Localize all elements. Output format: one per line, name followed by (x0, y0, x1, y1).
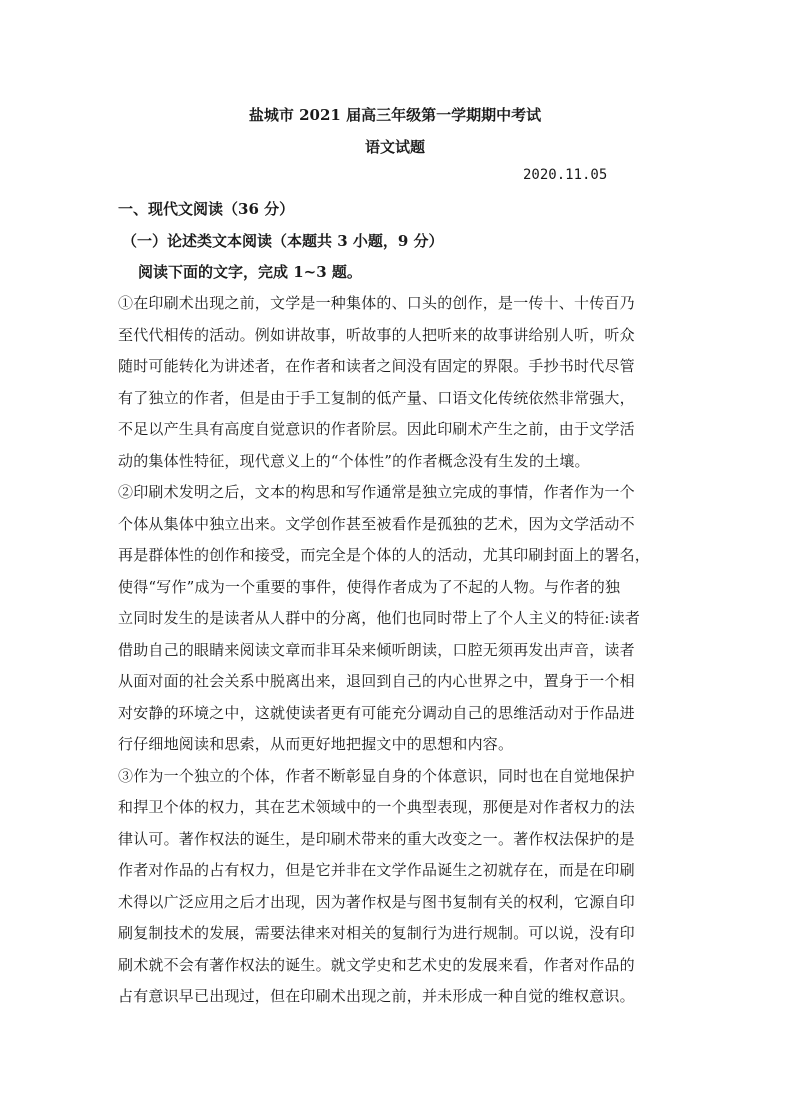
passage-line: 个体从集体中独立出来。文学创作甚至被看作是孤独的艺术，因为文学活动不 (118, 514, 635, 533)
passage-line: 律认可。著作权法的诞生，是印刷术带来的重大改变之一。著作权法保护的是 (118, 829, 635, 848)
passage-line: 从面对面的社会关系中脱离出来，退回到自己的内心世界之中，置身于一个相 (118, 672, 635, 690)
passage-line: 随时可能转化为讲述者，在作者和读者之间没有固定的界限。手抄书时代尽管 (118, 357, 635, 375)
passage-line: 占有意识早已出现过，但在印刷术出现之前，并未形成一种自觉的维权意识。 (118, 987, 635, 1005)
passage-line: ②印刷术发明之后，文本的构思和写作通常是独立完成的事情，作者作为一个 (118, 483, 635, 501)
passage-line: 和捍卫个体的权力，其在艺术领域中的一个典型表现，那便是对作者权力的法 (118, 798, 635, 816)
passage-line: 立同时发生的是读者从人群中的分离，他们也同时带上了个人主义的特征:读者 (118, 609, 641, 627)
passage-line: ③作为一个独立的个体，作者不断彰显自身的个体意识，同时也在自觉地保护 (118, 766, 635, 785)
passage-line: 动的集体性特征，现代意义上的“个体性”的作者概念没有生发的土壤。 (118, 451, 590, 470)
passage-line: 对安静的环境之中，这就使读者更有可能充分调动自己的思维活动对于作品进 (118, 703, 635, 722)
passage-line: 作者对作品的占有权力，但是它并非在文学作品诞生之初就存在，而是在印刷 (118, 861, 635, 879)
exam-title: 盐城市 2021 届高三年级第一学期期中考试 (248, 106, 542, 124)
reading-instruction: 阅读下面的文字，完成 1~3 题。 (138, 263, 362, 281)
passage-line: ①在印刷术出现之前，文学是一种集体的、口头的创作，是一传十、十传百乃 (118, 294, 635, 312)
subsection-heading: （一）论述类文本阅读（本题共 3 小题，9 分） (122, 232, 444, 250)
passage-line: 借助自己的眼睛来阅读文章而非耳朵来倾听朗读，口腔无须再发出声音，读者 (118, 640, 635, 659)
passage-line: 至代代相传的活动。例如讲故事，听故事的人把听来的故事讲给别人听，听众 (118, 325, 635, 344)
passage-line: 行仔细地阅读和思索，从而更好地把握文中的思想和内容。 (118, 735, 514, 753)
passage-line: 再是群体性的创作和接受，而完全是个体的人的活动，尤其印刷封面上的署名， (118, 546, 651, 564)
subject-title: 语文试题 (364, 138, 425, 156)
passage-line: 使得“写作”成为一个重要的事件，使得作者成为了不起的人物。与作者的独 (118, 577, 621, 596)
passage-line: 刷复制技术的发展，需要法律来对相关的复制行为进行规制。可以说，没有印 (118, 924, 635, 942)
passage-line: 刷术就不会有著作权法的诞生。就文学史和艺术史的发展来看，作者对作品的 (118, 955, 635, 974)
section-heading: 一、现代文阅读（36 分） (118, 200, 295, 218)
passage-line: 术得以广泛应用之后才出现，因为著作权是与图书复制有关的权利，它源自印 (118, 892, 635, 911)
exam-date: 2020.11.05 (523, 167, 608, 183)
passage-line: 不足以产生具有高度自觉意识的作者阶层。因此印刷术产生之前，由于文学活 (118, 420, 635, 438)
passage-line: 有了独立的作者，但是由于手工复制的低产量、口语文化传统依然非常强大， (118, 388, 635, 407)
